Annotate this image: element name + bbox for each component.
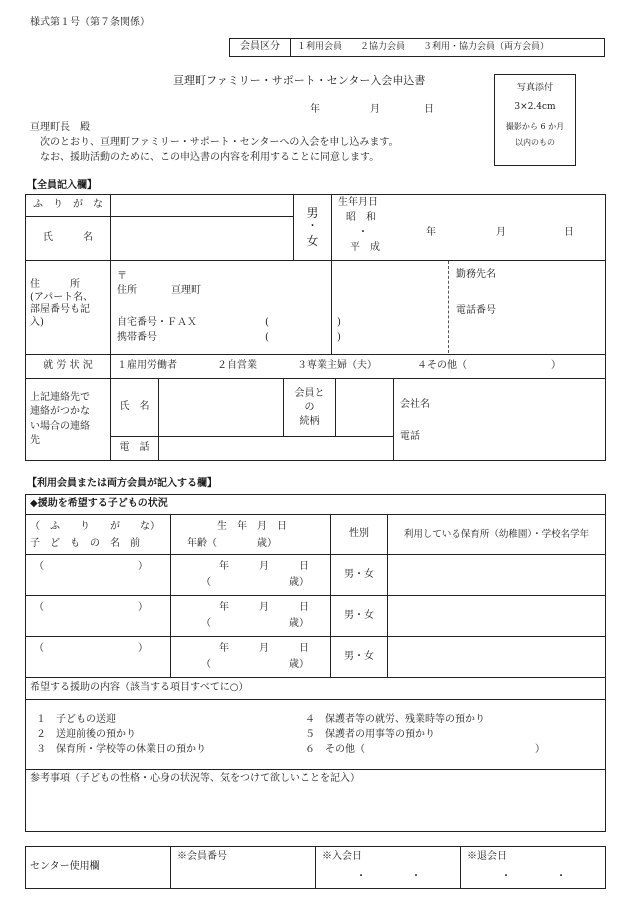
dob-field[interactable]	[332, 195, 606, 261]
child-1-paren-close: ）	[138, 561, 148, 572]
applicant-table	[25, 194, 606, 379]
company-field[interactable]	[394, 379, 606, 461]
join-date-dot-2: ・	[411, 871, 421, 882]
workplace-phone-label: 電話番号	[456, 305, 496, 316]
notes-label: 参考事項（子どもの性格・心身の状況等、気をつけて欲しいことを記入）	[30, 773, 360, 784]
child-2-school-field[interactable]	[388, 596, 606, 637]
member-type-table	[229, 38, 605, 57]
member-type-label: 会員区分	[230, 39, 291, 57]
employment-option-2[interactable]: ２自営業	[217, 360, 257, 371]
help-item-6-close: ）	[535, 744, 545, 755]
relation-label-line-1: 会員と	[294, 387, 325, 399]
mobile-open: (	[265, 332, 269, 343]
child-1-paren-open: （	[34, 561, 44, 572]
section-all-heading: 【全員記入欄】	[27, 180, 97, 191]
employment-options[interactable]	[111, 355, 606, 379]
help-items	[26, 700, 606, 770]
relation-label-line-2: の	[304, 401, 315, 413]
leave-date-dot-2: ・	[556, 871, 566, 882]
center-use-table	[25, 846, 606, 889]
join-date-dot-1: ・	[356, 871, 366, 882]
intro-line-2: なお、援助活動のために、この申込書の内容を利用することに同意します。	[40, 152, 380, 163]
child-2-date: 年 月 日	[219, 602, 309, 613]
address-town: 亘理町	[171, 285, 201, 296]
address-label-line-2: (アパート名、	[30, 291, 94, 303]
child-2-age-close: 歳）	[289, 618, 309, 629]
col-dob-label: 生 年 月 日	[217, 520, 287, 532]
center-join-date-label: ※入会日	[322, 851, 362, 862]
mobile-label: 携帯番号	[117, 332, 157, 343]
photo-box[interactable]	[494, 74, 576, 166]
child-1-age-close: 歳）	[289, 577, 309, 588]
address-label	[26, 261, 111, 355]
address-label-line-4: 入)	[30, 316, 44, 328]
gender-female: 女	[306, 233, 319, 248]
child-3-date: 年 月 日	[219, 643, 309, 654]
emergency-name-field[interactable]	[159, 379, 284, 437]
help-item-6[interactable]: ６ その他（	[305, 744, 365, 755]
child-1-gender[interactable]: 男・女	[331, 555, 388, 596]
intro-line-1: 次のとおり、亘理町ファミリー・サポート・センターへの入会を申し込みます。	[40, 137, 399, 148]
children-title: ◆援助を希望する子どもの状況	[26, 495, 606, 515]
child-3-age-open: （	[201, 659, 211, 670]
child-3-name-field[interactable]	[26, 637, 171, 678]
leave-date-dot-1: ・	[501, 871, 511, 882]
col-gender: 性別	[331, 515, 388, 555]
employment-option-1[interactable]: １雇用労働者	[117, 360, 177, 371]
employment-option-3[interactable]: ３専業主婦（夫）	[297, 360, 377, 371]
child-3-age-close: 歳）	[289, 659, 309, 670]
help-heading: 希望する援助の内容（該当する項目すべてに○）	[26, 678, 606, 700]
child-3-gender[interactable]: 男・女	[331, 637, 388, 678]
dob-day: 日	[564, 227, 574, 238]
dob-year: 年	[426, 227, 436, 238]
address-prefix: 住所	[117, 285, 137, 296]
center-leave-date-field[interactable]	[461, 847, 606, 889]
era-showa: 昭 和	[346, 212, 376, 223]
help-item-4[interactable]: ４ 保護者等の就労、残業時等の預かり	[305, 714, 485, 725]
col-dob	[171, 515, 331, 555]
child-2-paren-close: ）	[138, 602, 148, 613]
date-month: 月	[370, 104, 380, 115]
photo-note-2: 以内のもの	[515, 137, 555, 147]
era-heisei: 平 成	[350, 242, 380, 253]
address-field-extension[interactable]	[332, 261, 448, 353]
company-phone-label: 電話	[400, 431, 420, 442]
emergency-label-line-2: 連絡がつかな	[30, 406, 90, 417]
help-item-5[interactable]: ５ 保護者の用事等の預かり	[305, 729, 435, 740]
center-member-no-field[interactable]	[171, 847, 316, 889]
gender-male: 男	[306, 206, 319, 221]
emergency-tel-label: 電 話	[111, 437, 159, 461]
form-label: 様式第１号（第７条関係）	[30, 17, 150, 28]
help-item-1[interactable]: １ 子どもの送迎	[36, 714, 116, 725]
workplace-field[interactable]	[449, 261, 605, 353]
emergency-table	[25, 378, 606, 461]
name-field[interactable]	[111, 217, 294, 261]
emergency-label	[26, 379, 111, 461]
col-school: 利用している保育所（幼稚園）・学校名学年	[388, 515, 606, 555]
child-1-date: 年 月 日	[219, 561, 309, 572]
center-member-no-label: ※会員番号	[177, 851, 227, 862]
help-item-3[interactable]: ３ 保育所・学校等の休業日の預かり	[36, 744, 206, 755]
child-2-age-open: （	[201, 618, 211, 629]
dob-label: 生年月日	[338, 197, 378, 208]
era-separator: ・	[358, 227, 368, 238]
postal-mark: 〒	[117, 271, 127, 282]
child-1-age-open: （	[201, 577, 211, 588]
help-item-2[interactable]: ２ 送迎前後の預かり	[36, 729, 136, 740]
date-day: 日	[424, 104, 434, 115]
date-year: 年	[310, 104, 320, 115]
child-3-paren-open: （	[34, 643, 44, 654]
home-phone-open: (	[265, 317, 269, 328]
col-child-name	[26, 515, 171, 555]
child-3-paren-close: ）	[138, 643, 148, 654]
address-label-line-1: 住 所	[30, 279, 80, 290]
gender-field[interactable]	[294, 195, 332, 261]
col-child-name-label: 子 ど も の 名 前	[30, 537, 140, 549]
home-phone-close: )	[337, 317, 341, 328]
relation-label-line-3: 続柄	[299, 415, 320, 427]
emergency-label-line-1: 上記連絡先で	[30, 391, 90, 403]
dob-month: 月	[496, 227, 506, 238]
photo-size: 3×2.4cm	[514, 102, 556, 113]
section-user-heading: 【利用会員または両方会員が記入する欄】	[27, 478, 217, 489]
workplace-cell	[332, 261, 606, 355]
col-furigana-label: （ ふ り が な）	[30, 520, 160, 532]
child-3-dob-field[interactable]	[171, 637, 331, 678]
col-age-label: 年齢（ 歳）	[187, 537, 277, 549]
mobile-close: )	[337, 332, 341, 343]
child-1-school-field[interactable]	[388, 555, 606, 596]
emergency-tel-field[interactable]	[159, 437, 394, 461]
emergency-name-label: 氏 名	[111, 379, 159, 437]
gender-separator: ・	[307, 221, 318, 233]
address-label-line-3: 部屋番号も記	[30, 304, 90, 315]
furigana-label: ふ り が な	[26, 195, 111, 217]
child-2-dob-field[interactable]	[171, 596, 331, 637]
relation-field[interactable]	[336, 379, 394, 437]
form-title: 亘理町ファミリー・サポート・センター入会申込書	[173, 74, 426, 87]
child-1-name-field[interactable]	[26, 555, 171, 596]
relation-label	[284, 379, 336, 437]
address-field[interactable]	[111, 261, 341, 355]
notes-field[interactable]	[26, 770, 606, 832]
addressee: 亘理町長 殿	[30, 122, 90, 133]
child-2-gender[interactable]: 男・女	[331, 596, 388, 637]
home-phone-fax-label: 自宅番号・ＦＡＸ	[117, 317, 197, 328]
center-join-date-field[interactable]	[316, 847, 461, 889]
emergency-label-line-4: 先	[30, 435, 40, 446]
employment-option-4[interactable]: ４その他（	[417, 360, 467, 371]
furigana-field[interactable]	[111, 195, 294, 217]
employment-option-4-close: ）	[551, 360, 561, 371]
child-2-paren-open: （	[34, 602, 44, 613]
emergency-label-line-3: い場合の連絡	[30, 420, 90, 432]
name-label: 氏 名	[26, 217, 111, 261]
workplace-label: 勤務先名	[456, 269, 496, 280]
employment-label: 就 労 状 況	[26, 355, 111, 379]
photo-label: 写真添付	[516, 83, 553, 93]
child-1-dob-field[interactable]	[171, 555, 331, 596]
company-label: 会社名	[400, 399, 430, 410]
center-use-label: センター使用欄	[26, 847, 171, 889]
photo-note-1: 撮影から 6 か月	[505, 121, 565, 131]
children-table	[25, 494, 606, 832]
member-type-options[interactable]: １利用会員 ２協力会員 ３利用・協力会員（両方会員）	[291, 39, 605, 57]
child-2-name-field[interactable]	[26, 596, 171, 637]
child-3-school-field[interactable]	[388, 637, 606, 678]
center-leave-date-label: ※退会日	[467, 851, 507, 862]
